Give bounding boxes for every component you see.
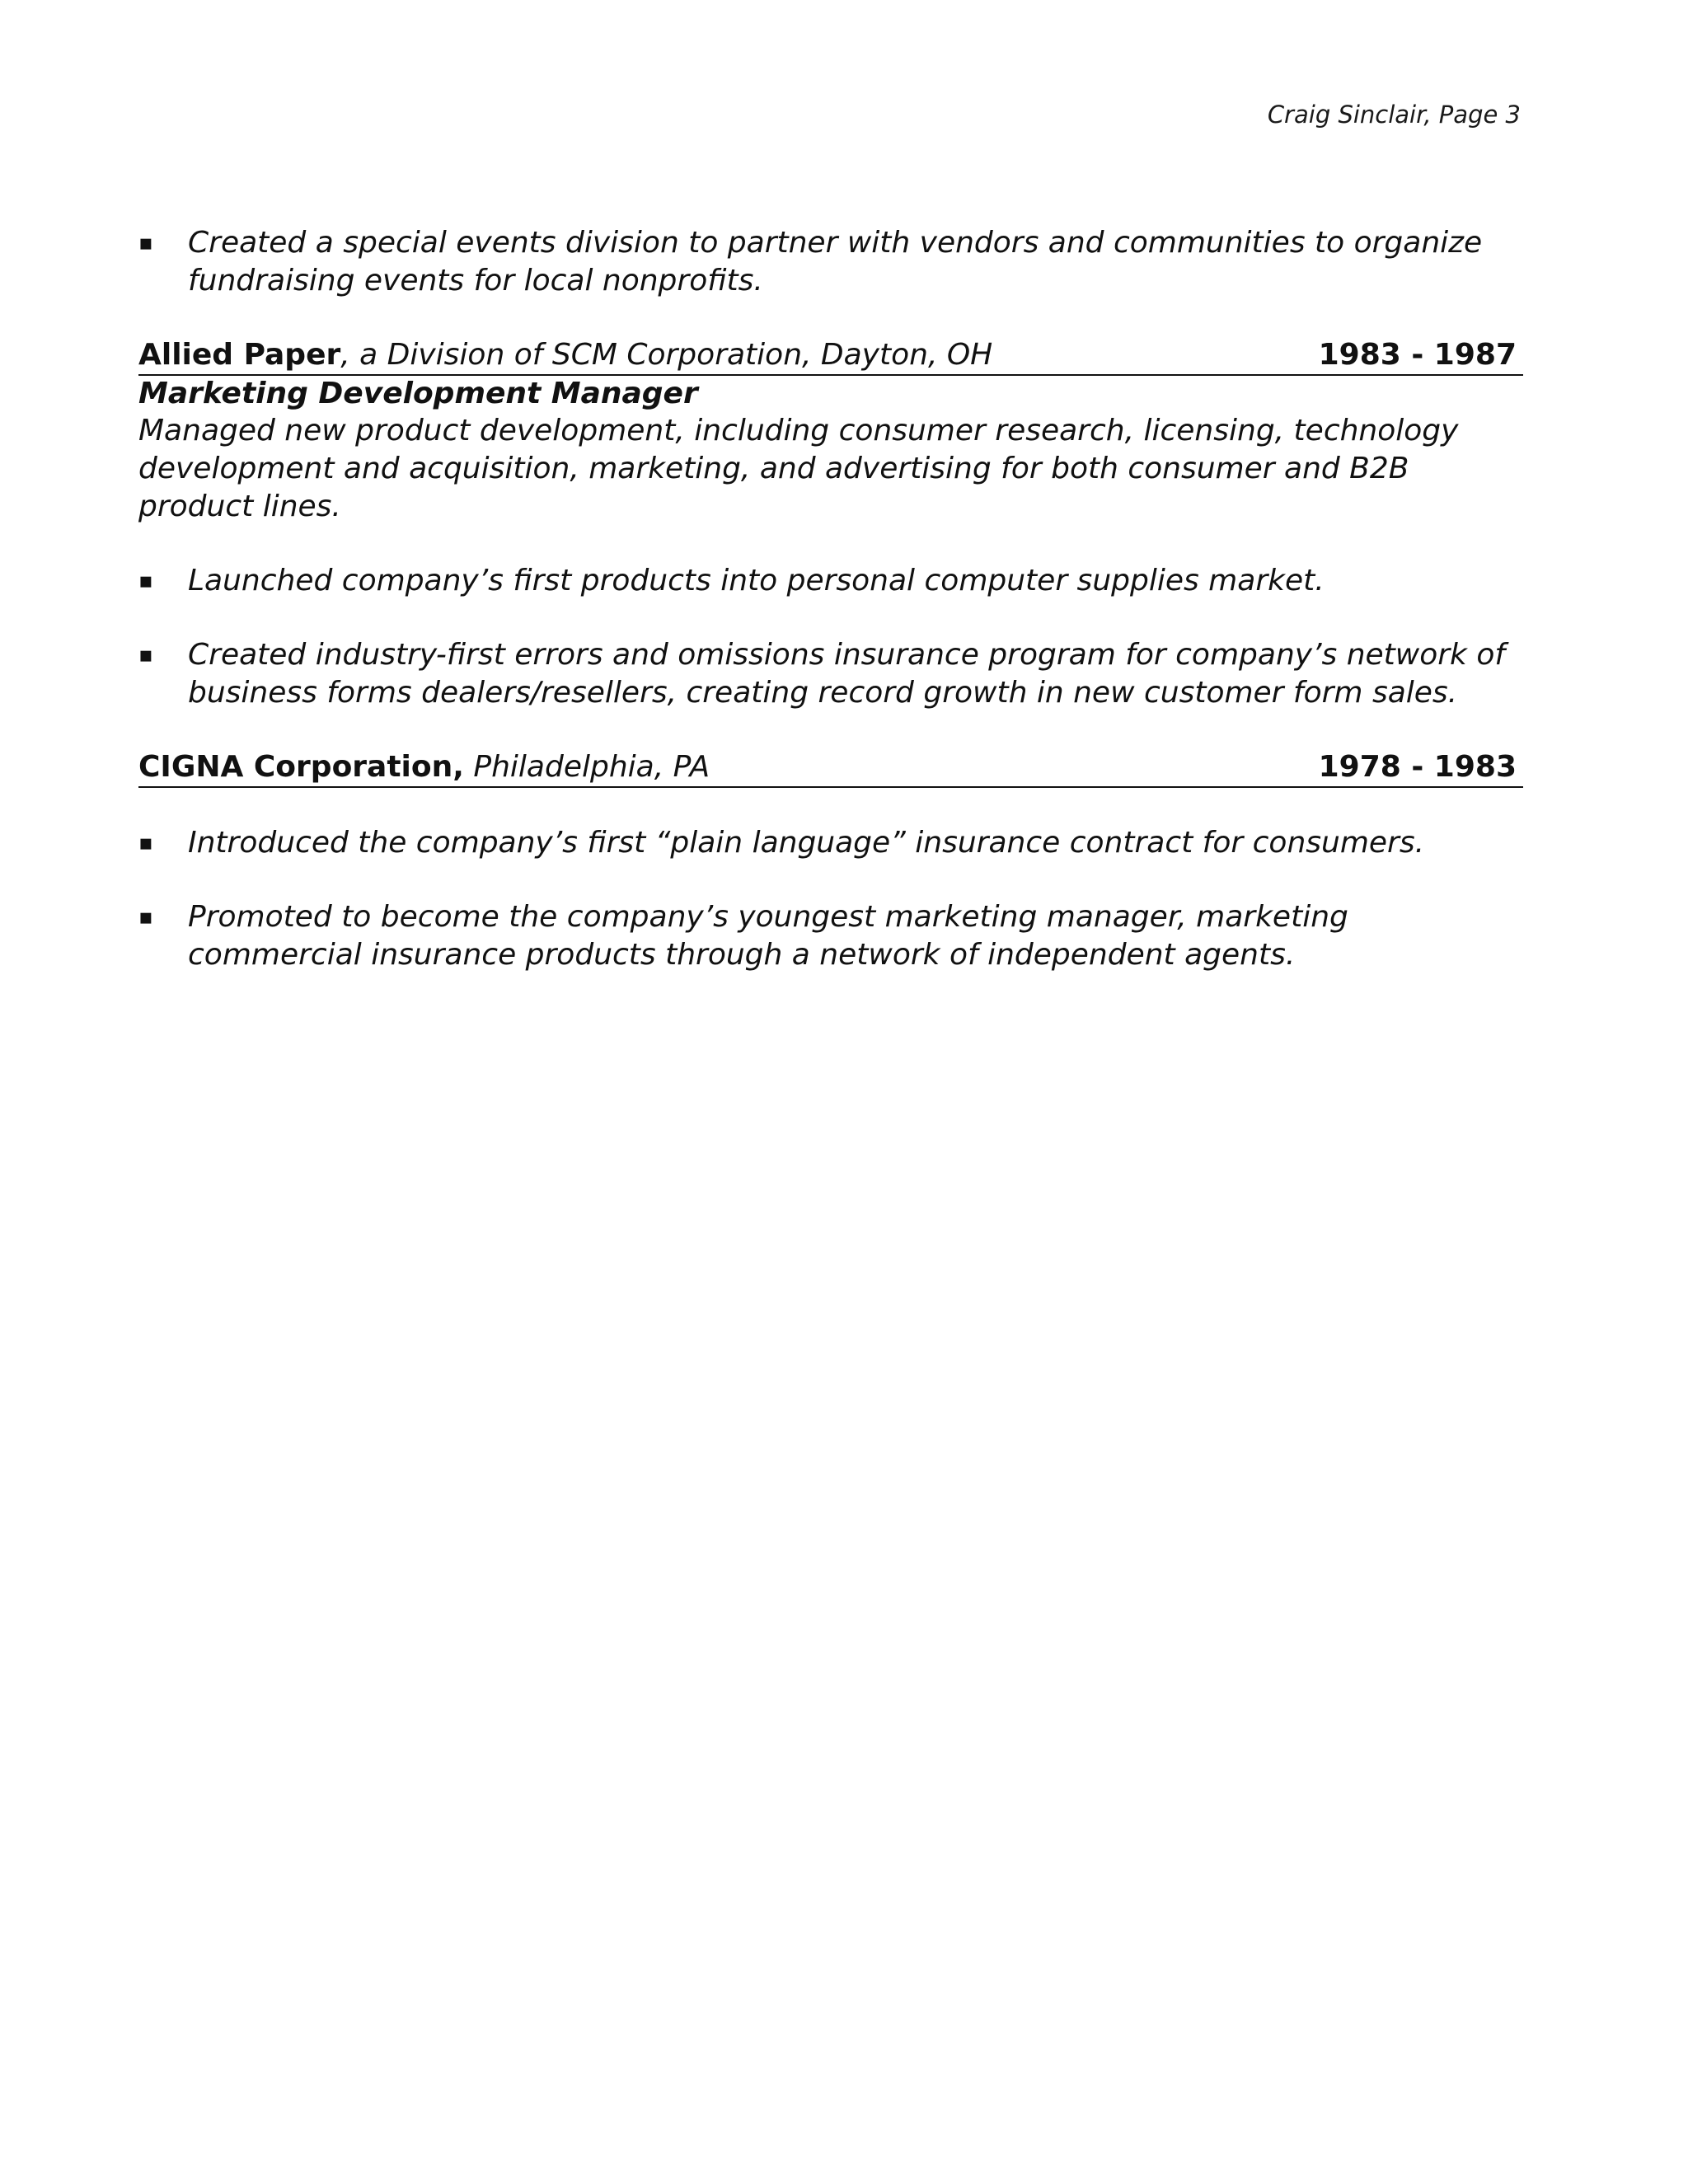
bullet-item — [138, 562, 1523, 600]
company-location: , a Division of SCM Corporation, Dayton, OH — [340, 338, 993, 372]
company-name: CIGNA Corporation, — [138, 750, 464, 784]
bullet-mark: ▪ — [138, 831, 153, 855]
job-years: 1983 - 1987 — [1318, 338, 1517, 372]
job-heading-cigna — [138, 748, 1523, 788]
bullet-mark: ▪ — [138, 231, 153, 255]
bullet-text: Promoted to become the company’s youngest marketing manager, marketing commercial insurance products through a network of independent agents. — [188, 900, 1348, 972]
resume-content — [138, 224, 1523, 974]
bullet-mark: ▪ — [138, 905, 153, 930]
running-header: Craig Sinclair, Page 3 — [1267, 101, 1521, 129]
job-heading-left — [138, 336, 992, 374]
job-description: Managed new product development, including consumer research, licensing, technology development and acquisition, marketing, and advertising for both consumer and B2B product lines. — [138, 414, 1459, 523]
company-location: Philadelphia, PA — [463, 750, 710, 784]
bullet-text: Launched company’s first products into personal computer supplies market. — [188, 564, 1325, 598]
bullet-item — [138, 636, 1523, 712]
job-title: Marketing Development Manager — [138, 377, 698, 410]
bullet-mark: ▪ — [138, 643, 153, 668]
bullet-text: Created industry-first errors and omissions insurance program for company’s network of business forms dealers/resellers, creating record growth in new customer form sales. — [188, 638, 1506, 710]
bullet-item — [138, 224, 1523, 300]
job-heading-allied-paper — [138, 336, 1523, 376]
bullet-item — [138, 898, 1523, 974]
bullet-text: Created a special events division to partner with vendors and communities to organize fundraising events for local nonprofits. — [188, 226, 1483, 298]
company-name: Allied Paper — [138, 338, 341, 372]
bullet-text: Introduced the company’s first “plain language” insurance contract for consumers. — [188, 826, 1425, 860]
bullet-item — [138, 824, 1523, 862]
job-years: 1978 - 1983 — [1318, 750, 1517, 784]
job-heading-left — [138, 748, 710, 786]
bullet-mark: ▪ — [138, 569, 153, 593]
